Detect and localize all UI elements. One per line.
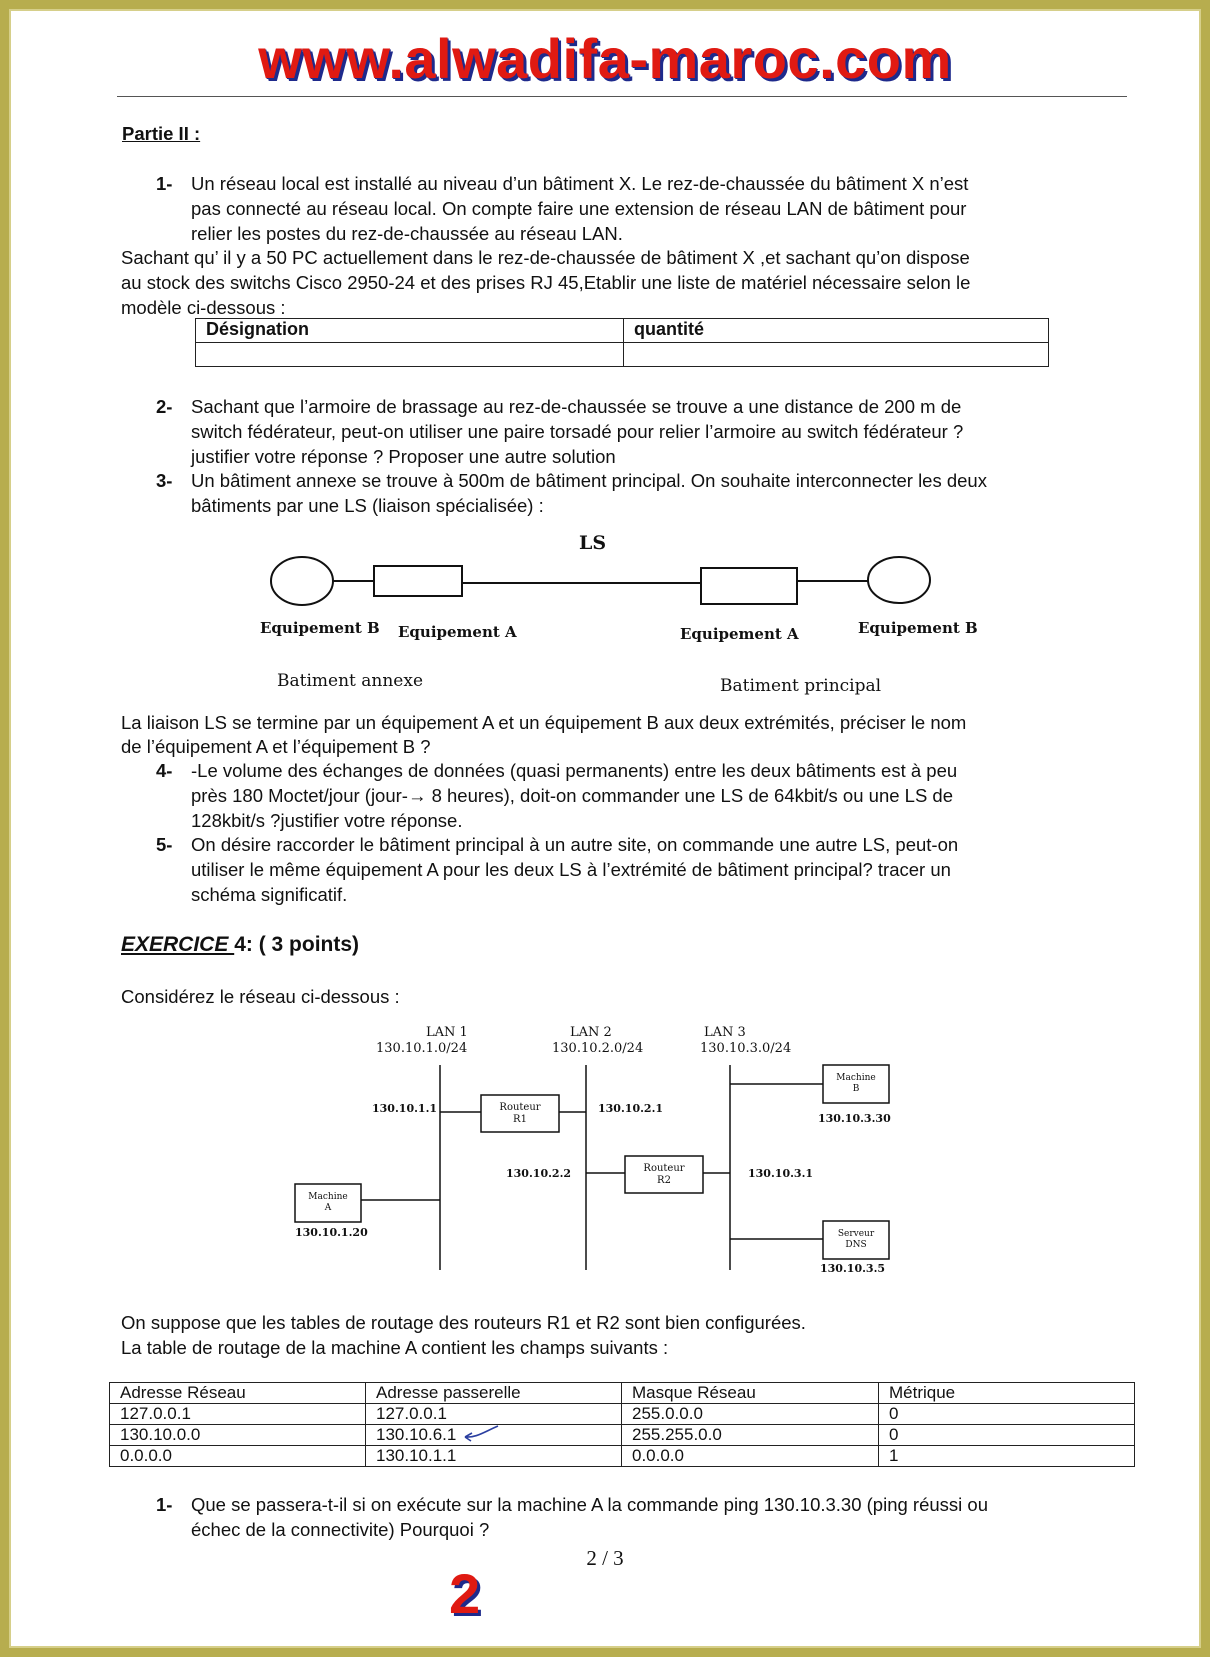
bat-principal-label: Batiment principal xyxy=(720,676,882,696)
partie-title: Partie II : xyxy=(122,123,201,144)
lan2-address: 130.10.2.0/24 xyxy=(552,1041,644,1056)
q4-line: près 180 Moctet/jour (jour-→ 8 heures), doit-on commander une LS de 64kbit/s ou une LS de xyxy=(191,785,954,806)
dns-ip: 130.10.3.5 xyxy=(820,1262,886,1275)
exercice-intro: Considérez le réseau ci-dessous : xyxy=(121,986,400,1007)
machine-a-label: Machine xyxy=(308,1192,348,1202)
q4-line: 128kbit/s ?justifier votre réponse. xyxy=(191,810,463,831)
r1-left-ip: 130.10.1.1 xyxy=(372,1102,438,1115)
machine-b-label: B xyxy=(852,1084,860,1094)
q4-line: -Le volume des échanges de données (quasi permanents) entre les deux bâtiments est à peu xyxy=(191,760,958,781)
r1-right-ip: 130.10.2.1 xyxy=(598,1102,664,1115)
q1-line: pas connecté au réseau local. On compte faire une extension de réseau LAN de bâtiment pour xyxy=(191,198,967,219)
routing-header: Adresse passerelle xyxy=(366,1383,622,1404)
routing-cell: 0.0.0.0 xyxy=(622,1446,879,1467)
exercice-points: 4: ( 3 points) xyxy=(234,933,360,956)
equipment-a-right-node xyxy=(701,568,797,604)
q2-line: justifier votre réponse ? Proposer une autre solution xyxy=(191,446,616,467)
ls-title: LS xyxy=(579,532,607,554)
routing-cell: 127.0.0.1 xyxy=(366,1404,622,1425)
r2-label: Routeur xyxy=(643,1163,685,1174)
big-page-number: 2 xyxy=(449,1562,481,1625)
lan1-label: LAN 1 xyxy=(426,1025,468,1040)
routing-cell: 127.0.0.1 xyxy=(110,1404,366,1425)
materiel-header-quantite: quantité xyxy=(624,319,1049,343)
equip-b-left-label: Equipement B xyxy=(260,619,380,637)
routing-header: Adresse Réseau xyxy=(110,1383,366,1404)
machine-a-ip: 130.10.1.20 xyxy=(295,1226,368,1239)
equip-a-right-label: Equipement A xyxy=(680,625,799,643)
q1-line: Un réseau local est installé au niveau d’un bâtiment X. Le rez-de-chaussée du bâtiment X n’est xyxy=(191,173,969,194)
q5-line: schéma significatif. xyxy=(191,884,348,905)
ex-q1-line: Que se passera-t-il si on exécute sur la machine A la commande ping 130.10.3.30 (ping réussi ou xyxy=(191,1494,988,1515)
q5-number: 5- xyxy=(156,834,173,855)
routing-table xyxy=(109,1382,1135,1467)
r2-label: R2 xyxy=(657,1175,671,1186)
equipment-a-left-node xyxy=(374,566,462,596)
exercice-heading xyxy=(121,932,359,957)
materiel-cell xyxy=(196,343,624,367)
q2-line: Sachant que l’armoire de brassage au rez-de-chaussée se trouve a une distance de 200 m de xyxy=(191,396,962,417)
dns-label: Serveur xyxy=(837,1229,875,1239)
header-rule xyxy=(117,96,1127,97)
site-title: www.alwadifa-maroc.com xyxy=(258,27,952,90)
q1-line: relier les postes du rez-de-chaussée au réseau LAN. xyxy=(191,223,623,244)
q2-number: 2- xyxy=(156,396,173,417)
routing-header: Métrique xyxy=(879,1383,1135,1404)
page-number: 2 / 3 xyxy=(586,1546,624,1570)
dns-label: DNS xyxy=(845,1240,867,1250)
materiel-header-designation: Désignation xyxy=(196,319,624,343)
routing-header: Masque Réseau xyxy=(622,1383,879,1404)
bat-annexe-label: Batiment annexe xyxy=(277,671,424,691)
ls-diagram xyxy=(250,525,978,705)
routing-cell: 255.255.0.0 xyxy=(622,1425,879,1446)
machine-b-ip: 130.10.3.30 xyxy=(818,1112,891,1125)
paragraph-line: Sachant qu’ il y a 50 PC actuellement dans le rez-de-chaussée de bâtiment X ,et sachant qu’on dispose xyxy=(121,247,970,268)
q3-line: Un bâtiment annexe se trouve à 500m de bâtiment principal. On souhaite interconnecter les deux xyxy=(191,470,987,491)
q2-line: switch fédérateur, peut-on utiliser une paire torsadé pour relier l’armoire au switch fédérateur ? xyxy=(191,421,964,442)
r2-right-ip: 130.10.3.1 xyxy=(748,1167,814,1180)
paragraph-line: La table de routage de la machine A contient les champs suivants : xyxy=(121,1337,669,1358)
q1-number: 1- xyxy=(156,173,173,194)
ex-q1-number: 1- xyxy=(156,1494,173,1515)
r1-label: R1 xyxy=(513,1114,527,1125)
routing-cell-highlight xyxy=(366,1425,622,1446)
r2-left-ip: 130.10.2.2 xyxy=(506,1167,572,1180)
q5-line: On désire raccorder le bâtiment principal à un autre site, on commande une autre LS, peut-on xyxy=(191,834,959,855)
equip-a-left-label: Equipement A xyxy=(398,623,517,641)
materiel-table xyxy=(195,318,1049,367)
q3-number: 3- xyxy=(156,470,173,491)
paragraph-line: modèle ci-dessous : xyxy=(121,297,286,318)
q5-line: utiliser le même équipement A pour les deux LS à l’extrémité de bâtiment principal? tracer un xyxy=(191,859,951,880)
equipment-b-right-node xyxy=(868,557,930,603)
lan1-address: 130.10.1.0/24 xyxy=(376,1041,468,1056)
handwritten-check-icon xyxy=(462,1423,502,1445)
paragraph-line: de l’équipement A et l’équipement B ? xyxy=(121,736,431,757)
equipment-b-left-node xyxy=(271,557,333,605)
lan3-address: 130.10.3.0/24 xyxy=(700,1041,792,1056)
q4-number: 4- xyxy=(156,760,173,781)
routing-cell: 1 xyxy=(879,1446,1135,1467)
q3-line: bâtiments par une LS (liaison spécialisée) : xyxy=(191,495,544,516)
paragraph-line: au stock des switchs Cisco 2950-24 et des prises RJ 45,Etablir une liste de matériel nécessaire selon le xyxy=(121,272,971,293)
routing-cell: 0 xyxy=(879,1404,1135,1425)
paragraph-line: La liaison LS se termine par un équipement A et un équipement B aux deux extrémités, préciser le nom xyxy=(121,712,967,733)
paragraph-line: On suppose que les tables de routage des routeurs R1 et R2 sont bien configurées. xyxy=(121,1312,806,1333)
lan3-label: LAN 3 xyxy=(704,1025,746,1040)
routing-cell: 0 xyxy=(879,1425,1135,1446)
routing-cell: 255.0.0.0 xyxy=(622,1404,879,1425)
machine-a-label: A xyxy=(324,1203,332,1213)
equip-b-right-label: Equipement B xyxy=(858,619,978,637)
machine-b-label: Machine xyxy=(836,1073,876,1083)
routing-cell: 130.10.1.1 xyxy=(366,1446,622,1467)
routing-cell: 130.10.6.1 xyxy=(376,1425,457,1444)
materiel-cell xyxy=(624,343,1049,367)
ex-q1-line: échec de la connectivite) Pourquoi ? xyxy=(191,1519,490,1540)
network-diagram xyxy=(280,1020,920,1280)
routing-cell: 130.10.0.0 xyxy=(110,1425,366,1446)
lan2-label: LAN 2 xyxy=(570,1025,612,1040)
r1-label: Routeur xyxy=(499,1102,541,1113)
exercice-title: EXERCICE xyxy=(121,933,235,956)
routing-cell: 0.0.0.0 xyxy=(110,1446,366,1467)
